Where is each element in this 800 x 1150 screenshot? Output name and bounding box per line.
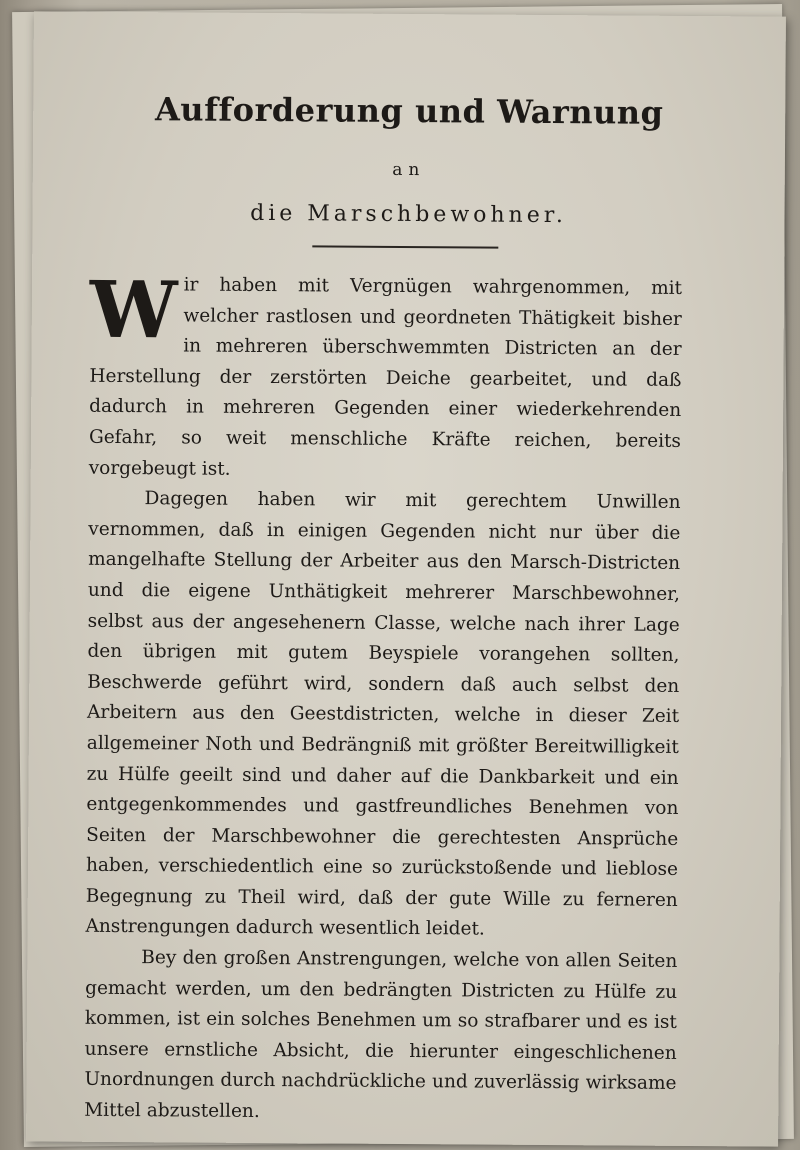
title-divider bbox=[312, 245, 498, 248]
document-page bbox=[26, 11, 786, 1146]
document-subtitle: die Marschbewohner. bbox=[250, 200, 567, 229]
document-body bbox=[84, 264, 683, 1131]
paragraph-2: Dagegen haben wir mit gerechtem Unwillen vernommen, daß in einigen Gegenden nicht nur über die mangelhafte Stellung der Arbeiter aus den Marsch-Districten und die eigene Unthätigkeit mehrerer Marschbewohner, selbst aus der angesehenern Classe, welche nach ihrer Lage den übrigen mit gutem Beyspiele vorangehen sollten, Beschwerde geführt wird, sondern daß auch selbst den Arbeitern aus den Geestdistricten, welche in dieser Zeit allgemeiner Noth und Bedrängniß mit größter Bereitwilligkeit zu Hülfe geeilt sind und daher auf die Dankbarkeit und ein entgegenkommendes und gastfreundliches Benehmen von Seiten der Marschbewohner die gerechtesten Ansprüche haben, verschiedentlich eine so zurückstoßende und lieblose Begegnung zu Theil wird, daß der gute Wille zu ferneren Anstrengungen dadurch wesentlich leidet. bbox=[85, 488, 681, 941]
drop-cap: W bbox=[89, 264, 178, 357]
paragraph-1-text: ir haben mit Vergnügen wahrgenommen, mit welcher rastlosen und geordneten Thätigkeit bisher in mehreren überschwemmten Districten an der Herstellung der zerstörten Deiche gearbeitet, und daß dadurch in mehreren Gegenden einer wiederkehrenden Gefahr, so weit menschliche Kräfte reichen, bereits vorgebeugt ist. bbox=[88, 274, 683, 480]
paragraph-1 bbox=[88, 264, 683, 488]
paragraph-3: Bey den großen Anstrengungen, welche von allen Seiten gemacht werden, um den bedrängten Districten zu Hülfe zu kommen, ist ein solches Benehmen um so strafbarer und es ist unsere ernstliche Absicht, die hierunter eingeschlichenen Unordnungen durch nachdrückliche und zuverlässig wirksame Mittel abzustellen. bbox=[84, 947, 678, 1123]
document-an: an bbox=[392, 159, 426, 181]
document-title: Aufforderung und Warnung bbox=[154, 90, 664, 132]
